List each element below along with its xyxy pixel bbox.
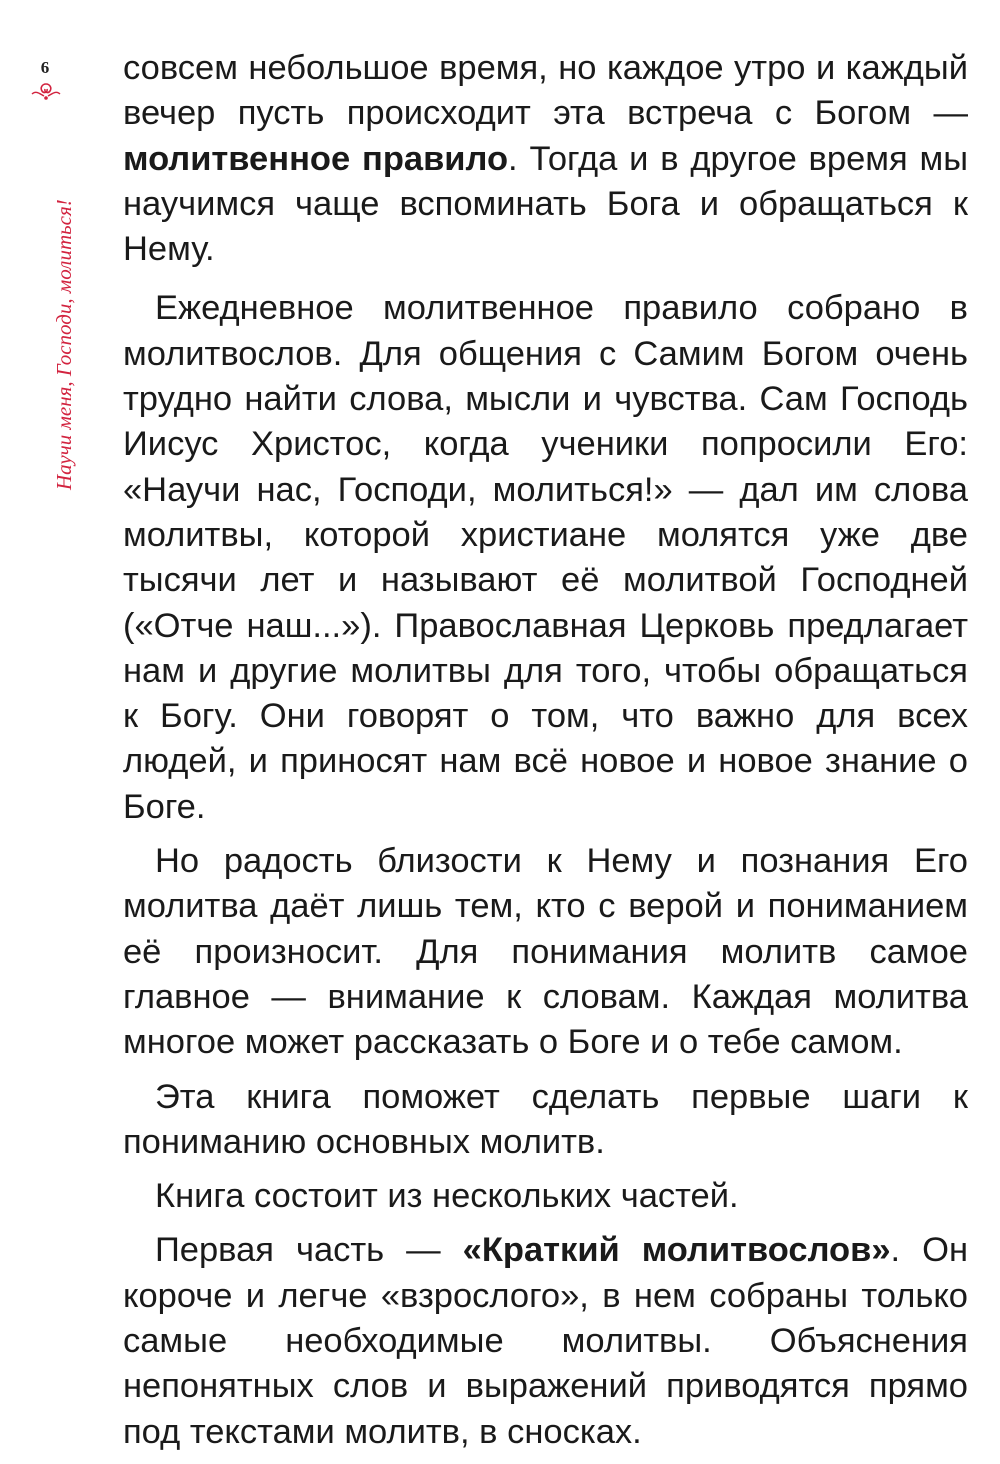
paragraph-4: Эта книга поможет сделать первые шаги к пониманию основных молитв. <box>123 1077 968 1161</box>
paragraph-6: Первая часть — «Краткий молитвослов». Он короче и легче «взрослого», в нем собраны только самые необходимые молитвы. Объяснения непонятных слов и выражений приводятся прямо под текстами молитв, в сносках. <box>123 1231 968 1451</box>
bold-term: «Краткий молитвослов» <box>462 1231 891 1270</box>
paragraph-5: Книга состоит из нескольких частей. <box>155 1177 739 1216</box>
paragraph-2: Ежедневное молитвенное правило собрано в молитвослов. Для общения с Самим Богом очень трудно найти слова, мысли и чувства. Сам Господь Иисус Христос, когда ученики попросили Его: «Научи нас, Господи, молиться!» — дал им слова молитвы, которой христиане молятся уже две тысячи лет и называют её молитвой Господней («Отче наш...»). Православная Церковь предлагает нам и другие молитвы для того, чтобы обращаться к Богу. Они говорят о том, что важно для всех людей, и приносят нам всё новое и новое знание о Боге. <box>123 289 968 826</box>
paragraph-1: совсем небольшое время, но каждое утро и каждый вечер пусть происходит эта встреча с Богом — молитвенное правило. Тогда и в другое время мы научимся чаще вспоминать Бога и обращаться к Нему. <box>123 49 968 269</box>
running-head: Научи меня, Господи, молиться! <box>52 199 76 490</box>
swirl-ornament-icon <box>28 80 64 102</box>
paragraph-3: Но радость близости к Нему и познания Его молитва даёт лишь тем, кто с верой и пониманием её произносит. Для понимания молитв самое главное — внимание к словам. Каждая молитва многое может рассказать о Боге и о тебе самом. <box>123 842 968 1062</box>
bold-term: молитвенное правило <box>123 139 509 178</box>
body-text <box>123 46 968 1464</box>
page-number: 6 <box>40 58 50 77</box>
